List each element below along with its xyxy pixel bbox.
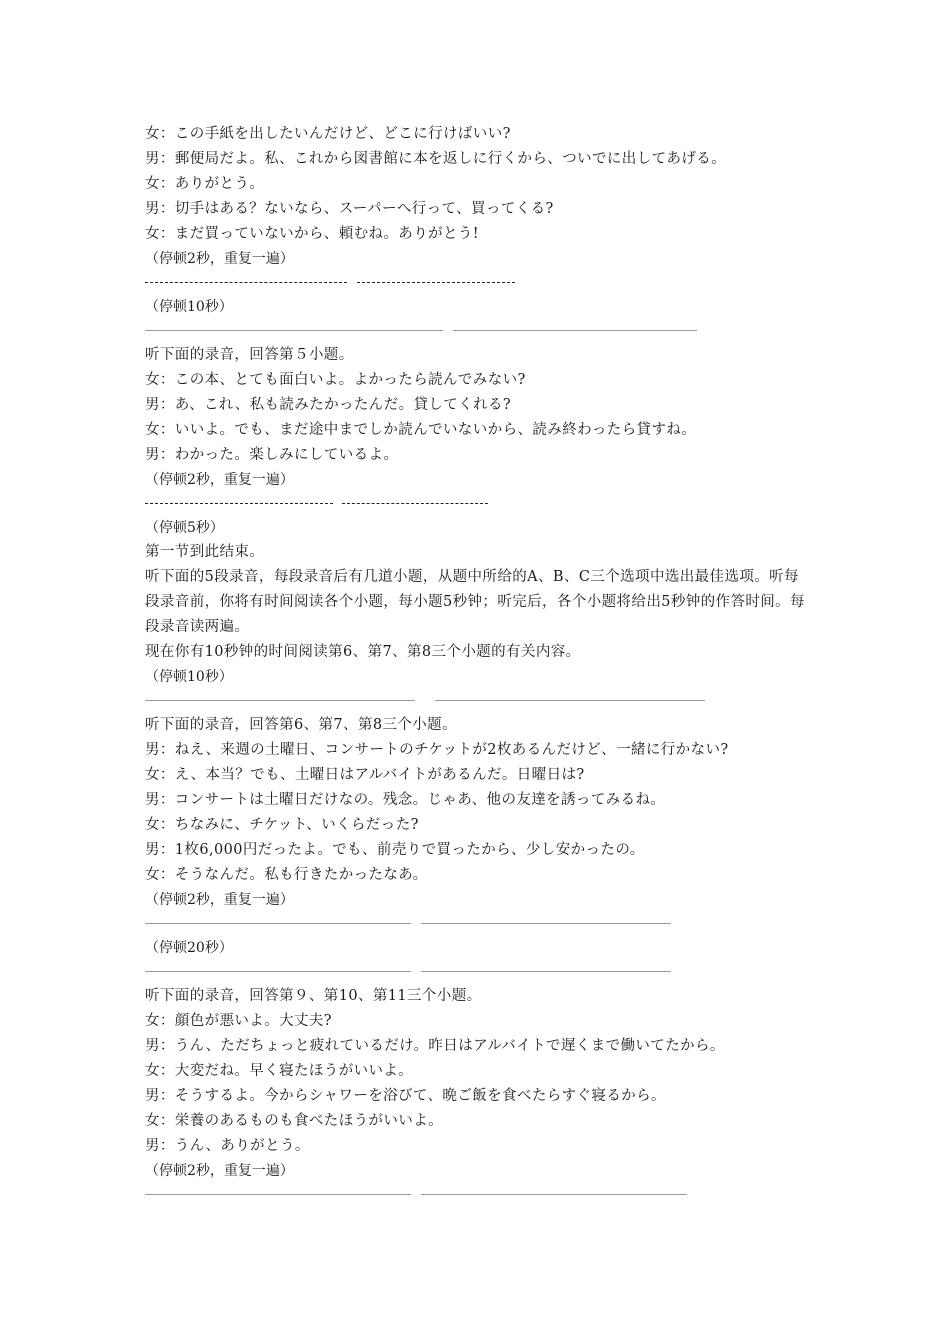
dialogue-line: 女：この手紙を出したいんだけど、どこに行けばいい?	[145, 126, 511, 142]
pause-note: （停顿10秒）	[145, 669, 233, 685]
pause-note: （停顿20秒）	[145, 940, 233, 956]
dialogue-line: 男：ねえ、来週の土曜日、コンサートのチケットが2枚あるんだけど、一緒に行かない?	[145, 742, 729, 758]
dialogue-line: 男：うん、ただちょっと疲れているだけ。昨日はアルバイトで遅くまで働いてたから。	[145, 1038, 725, 1054]
dialogue-line: 女：そうなんだ。私も行きたかったなあ。	[145, 867, 428, 883]
document-body	[145, 122, 815, 1207]
instruction-line: 听下面的录音，回答第6、第7、第8三个小题。	[145, 717, 457, 733]
instruction-line: 第一节到此结束。	[145, 544, 265, 560]
pause-note: （停顿2秒，重复一遍）	[145, 892, 294, 908]
instruction-paragraph: 听下面的5段录音，每段录音后有几道小题，从题中所给的A、B、C三个选项中选出最佳选项。听每段录音前，你将有时间阅读各个小题，每小题5秒钟；听完后，各个小题将给出5秒钟的作答时间。每段录音读两遍。	[145, 569, 805, 635]
separator-line	[145, 689, 815, 713]
pause-note: （停顿2秒，重复一遍）	[145, 472, 294, 488]
dialogue-line: 女：いいよ。でも、まだ途中までしか読んでいないから、読み終わったら貸すね。	[145, 422, 697, 438]
dialogue-line: 男：うん、ありがとう。	[145, 1138, 310, 1154]
dialogue-line: 女：この本、とても面白いよ。よかったら読んでみない?	[145, 372, 526, 388]
dialogue-line: 男：あ、これ、私も読みたかったんだ。貸してくれる?	[145, 397, 512, 413]
separator-line	[145, 912, 815, 936]
pause-note: （停顿2秒，重复一遍）	[145, 251, 294, 267]
pause-note: （停顿2秒，重复一遍）	[145, 1163, 294, 1179]
dialogue-line: 女：大変だね。早く寝たほうがいいよ。	[145, 1063, 414, 1079]
dialogue-line: 男：1枚6,000円だったよ。でも、前売りで買ったから、少し安かったの。	[145, 842, 645, 858]
pause-note: （停顿5秒）	[145, 520, 224, 536]
dialogue-line: 男：郵便局だよ。私、これから図書館に本を返しに行くから、ついでに出してあげる。	[145, 151, 727, 167]
dialogue-line: 女：ちなみに、チケット、いくらだった?	[145, 817, 419, 833]
dialogue-line: 女：え、本当？でも、土曜日はアルバイトがあるんだ。日曜日は?	[145, 767, 585, 783]
instruction-line: 现在你有10秒钟的时间阅读第6、第7、第8三个小题的有关内容。	[145, 644, 581, 660]
dialogue-line: 女：顔色が悪いよ。大丈夫?	[145, 1013, 332, 1029]
dialogue-line: 男：そうするよ。今からシャワーを浴びて、晩ご飯を食べたらすぐ寝るから。	[145, 1088, 666, 1104]
instruction-line: 听下面的录音，回答第９、第10、第11三个小题。	[145, 988, 482, 1004]
dialogue-line: 男：わかった。楽しみにしているよ。	[145, 447, 399, 463]
separator-line	[145, 271, 815, 295]
dialogue-line: 男：コンサートは土曜日だけなの。残念。じゃあ、他の友達を誘ってみるね。	[145, 792, 666, 808]
dialogue-line: 女：栄養のあるものも食べたほうがいいよ。	[145, 1113, 443, 1129]
dialogue-line: 男：切手はある？ないなら、スーパーへ行って、買ってくる?	[145, 201, 554, 217]
separator-line	[145, 1183, 815, 1207]
pause-note: （停顿10秒）	[145, 299, 233, 315]
instruction-line: 听下面的录音，回答第５小题。	[145, 347, 354, 363]
dialogue-line: 女：まだ買っていないから、頼むね。ありがとう!	[145, 226, 480, 242]
separator-line	[145, 492, 815, 516]
separator-line	[145, 960, 815, 984]
separator-line	[145, 319, 815, 343]
dialogue-line: 女：ありがとう。	[145, 176, 265, 192]
